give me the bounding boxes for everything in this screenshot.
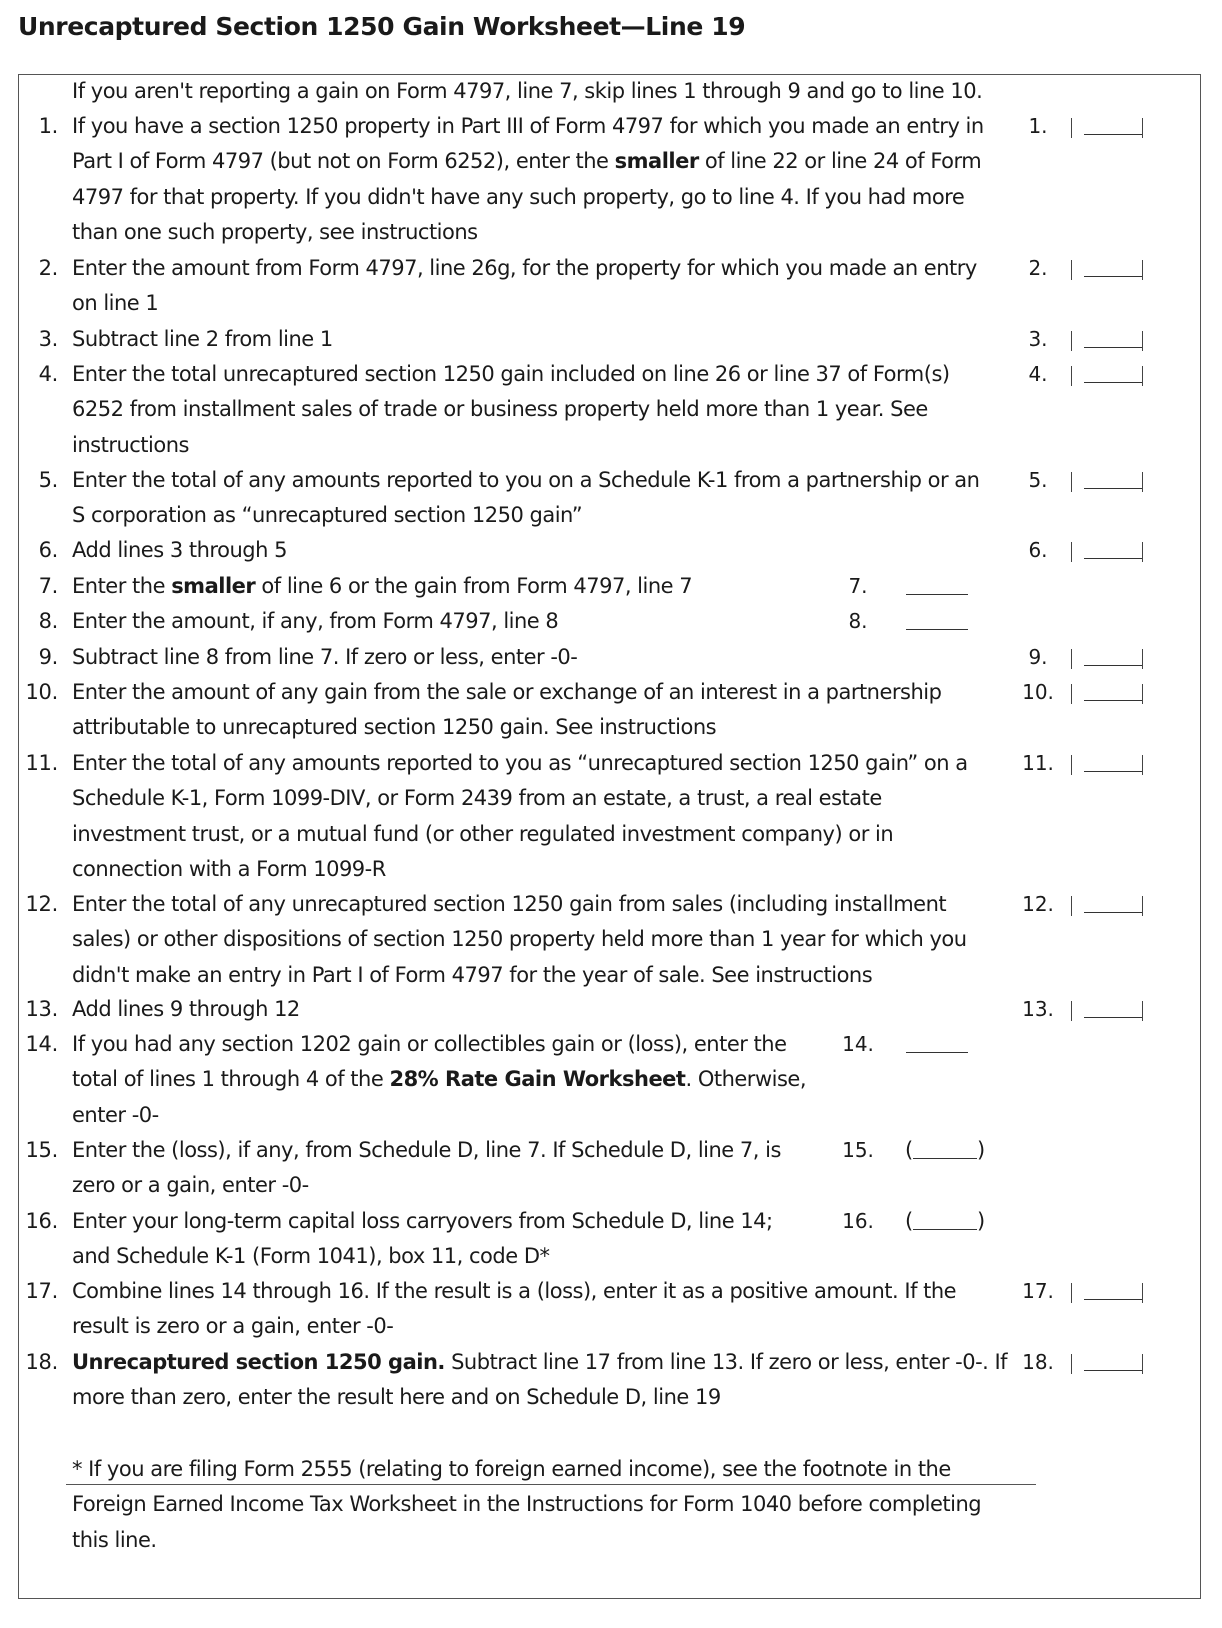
- answer-field[interactable]: [1084, 558, 1142, 559]
- answer-field[interactable]: [1084, 488, 1142, 489]
- line-ref-number: 6.: [1028, 538, 1048, 562]
- text-run: Enter your long-term capital loss carryovers from Schedule D, line 14;: [72, 1209, 773, 1233]
- line-text: [72, 886, 946, 922]
- line-text: [72, 603, 558, 639]
- text-run: investment trust, or a mutual fund (or other regulated investment company) or in: [72, 821, 894, 846]
- text-run: Schedule K-1, Form 1099-DIV, or Form 2439 from an estate, a trust, a real estate: [72, 786, 882, 811]
- text-run: If you had any section 1202 gain or collectibles gain or (loss), enter the: [72, 1032, 787, 1056]
- line-text: [72, 1061, 806, 1097]
- line-text: [72, 391, 928, 427]
- text-run: sales) or other dispositions of section 1250 property held more than 1 year for which you: [72, 927, 967, 952]
- text-run: zero or a gain, enter -0-: [72, 1173, 309, 1198]
- text-run: Enter the: [72, 574, 172, 598]
- text-run: Add lines 3 through 5: [72, 538, 287, 562]
- line-number: 6.: [38, 538, 58, 562]
- line-text: [72, 780, 882, 816]
- column-divider: [1071, 755, 1072, 775]
- column-divider: [1142, 118, 1143, 138]
- column-divider: [1142, 260, 1143, 280]
- footnote-line: * If you are filing Form 2555 (relating to foreign earned income), see the footnote in the: [72, 1457, 951, 1481]
- column-divider: [1071, 118, 1072, 138]
- line-text: [72, 1097, 159, 1133]
- line-text: [72, 568, 692, 604]
- text-run: S corporation as “unrecaptured section 1250 gain”: [72, 503, 583, 528]
- column-divider: [1071, 542, 1072, 562]
- answer-field[interactable]: [1084, 771, 1142, 772]
- line-ref-number: 5.: [1028, 468, 1048, 492]
- text-run: Enter the amount of any gain from the sale or exchange of an interest in a partnership: [72, 680, 942, 704]
- text-run: attributable to unrecaptured section 1250 gain. See instructions: [72, 715, 717, 740]
- line-number: 17.: [25, 1279, 58, 1303]
- text-run: Subtract line 17 from line 13. If zero or less, enter -0-. If: [444, 1350, 1008, 1374]
- bold-term: smaller: [614, 149, 699, 174]
- text-run: connection with a Form 1099-R: [72, 856, 386, 881]
- line-text: [72, 143, 981, 179]
- answer-field[interactable]: [1084, 665, 1142, 666]
- answer-field[interactable]: [1084, 700, 1142, 701]
- column-divider: [1071, 1283, 1072, 1303]
- line-text: [72, 816, 893, 852]
- line-number: 18.: [25, 1350, 58, 1374]
- text-run: Part I of Form 4797 (but not on Form 6252), enter the: [72, 149, 615, 174]
- line-ref-number: 12.: [1022, 892, 1054, 916]
- text-run: Subtract line 2 from line 1: [72, 327, 333, 351]
- column-divider: [1071, 366, 1072, 386]
- text-run: instructions: [72, 432, 189, 457]
- column-divider: [1071, 684, 1072, 704]
- line-text: [72, 250, 977, 286]
- line-text: [72, 1273, 956, 1309]
- line-text: [72, 532, 287, 568]
- text-run: more than zero, enter the result here and on Schedule D, line 19: [72, 1385, 721, 1410]
- answer-field[interactable]: [1084, 347, 1142, 348]
- line-text: [72, 285, 158, 321]
- answer-field[interactable]: [1084, 1017, 1142, 1018]
- line-text: [72, 1238, 550, 1274]
- line-number: 12.: [25, 892, 58, 916]
- text-run: Subtract line 8 from line 7. If zero or less, enter -0-: [72, 645, 578, 669]
- line-text: [72, 462, 979, 498]
- line-ref-number: 17.: [1022, 1279, 1054, 1303]
- column-divider: [1142, 542, 1143, 562]
- text-run: of line 22 or line 24 of Form: [698, 149, 982, 174]
- line-text: [72, 674, 941, 710]
- line-number: 11.: [25, 751, 58, 775]
- line-text: [72, 1026, 787, 1062]
- line-number: 4.: [38, 362, 58, 386]
- column-divider: [1071, 1001, 1072, 1021]
- close-paren: ): [977, 1209, 986, 1233]
- text-run: Combine lines 14 through 16. If the result is a (loss), enter it as a positive amount. If the: [72, 1279, 957, 1303]
- column-divider: [1071, 331, 1072, 351]
- line-ref-number: 7.: [848, 574, 868, 598]
- bold-term: Unrecaptured section 1250 gain.: [72, 1350, 445, 1374]
- text-run: Enter the total of any unrecaptured section 1250 gain from sales (including installment: [72, 892, 947, 916]
- line-ref-number: 10.: [1022, 680, 1054, 704]
- answer-field[interactable]: [1084, 276, 1142, 277]
- text-run: total of lines 1 through 4 of the: [72, 1067, 390, 1092]
- line-number: 1.: [38, 114, 58, 138]
- line-text: [72, 639, 577, 675]
- footnote-line: this line.: [72, 1527, 157, 1552]
- line-text: [72, 851, 386, 887]
- line-text: [72, 709, 716, 745]
- column-divider: [1142, 366, 1143, 386]
- column-divider: [1071, 260, 1072, 280]
- line-number: 8.: [38, 609, 58, 633]
- line-ref-number: 3.: [1028, 327, 1048, 351]
- line-text: [72, 1344, 1007, 1380]
- line-number: 2.: [38, 256, 58, 280]
- answer-field[interactable]: [1084, 912, 1142, 913]
- column-divider: [1142, 896, 1143, 916]
- line-number: 9.: [38, 645, 58, 669]
- text-run: If you have a section 1250 property in Part III of Form 4797 for which you made an entry in: [72, 114, 984, 138]
- line-text: [72, 957, 872, 993]
- text-run: on line 1: [72, 291, 159, 316]
- column-divider: [1142, 472, 1143, 492]
- text-run: 6252 from installment sales of trade or business property held more than 1 year. See: [72, 397, 928, 422]
- column-divider: [1142, 1001, 1143, 1021]
- line-number: 14.: [25, 1032, 58, 1056]
- open-paren: (: [905, 1209, 914, 1233]
- line-ref-number: 11.: [1022, 751, 1054, 775]
- intro-instruction: If you aren't reporting a gain on Form 4797, line 7, skip lines 1 through 9 and go to line 10.: [72, 79, 983, 103]
- column-divider: [1142, 1283, 1143, 1303]
- line-text: [72, 745, 968, 781]
- text-run: Enter the total of any amounts reported to you on a Schedule K-1 from a partnership or an: [72, 468, 980, 492]
- text-run: enter -0-: [72, 1102, 159, 1127]
- text-run: Add lines 9 through 12: [72, 997, 300, 1021]
- answer-field[interactable]: [1084, 1370, 1142, 1371]
- line-number: 13.: [25, 997, 58, 1021]
- footnote-line: Foreign Earned Income Tax Worksheet in the Instructions for Form 1040 before completing: [72, 1492, 982, 1517]
- line-number: 3.: [38, 327, 58, 351]
- text-run: Enter the (loss), if any, from Schedule D, line 7. If Schedule D, line 7, is: [72, 1138, 781, 1162]
- open-paren: (: [905, 1138, 914, 1162]
- text-run: didn't make an entry in Part I of Form 4797 for the year of sale. See instructions: [72, 962, 873, 987]
- text-run: Enter the amount from Form 4797, line 26g, for the property for which you made an entry: [72, 256, 977, 280]
- line-number: 16.: [25, 1209, 58, 1233]
- answer-field[interactable]: [906, 1052, 968, 1053]
- line-ref-number: 9.: [1028, 645, 1048, 669]
- line-text: [72, 1203, 773, 1239]
- line-text: [72, 497, 582, 533]
- text-run: of line 6 or the gain from Form 4797, line 7: [255, 574, 693, 598]
- column-divider: [1142, 755, 1143, 775]
- line-ref-number: 1.: [1028, 114, 1048, 138]
- text-run: Enter the amount, if any, from Form 4797, line 8: [72, 609, 559, 633]
- column-divider: [1071, 472, 1072, 492]
- column-divider: [1142, 331, 1143, 351]
- line-ref-number: 14.: [842, 1032, 874, 1056]
- line-text: [72, 1132, 781, 1168]
- line-ref-number: 16.: [842, 1209, 874, 1233]
- line-ref-number: 15.: [842, 1138, 874, 1162]
- text-run: result is zero or a gain, enter -0-: [72, 1314, 394, 1339]
- line-text: [72, 356, 950, 392]
- text-run: and Schedule K-1 (Form 1041), box 11, code D*: [72, 1244, 550, 1269]
- bold-term: smaller: [171, 574, 256, 598]
- answer-field[interactable]: [906, 629, 968, 630]
- line-text: [72, 214, 478, 250]
- column-divider: [1142, 684, 1143, 704]
- line-ref-number: 18.: [1022, 1350, 1054, 1374]
- line-text: [72, 427, 189, 463]
- line-ref-number: 4.: [1028, 362, 1048, 386]
- line-text: [72, 1379, 721, 1415]
- answer-field[interactable]: [1084, 382, 1142, 383]
- text-run: Enter the total unrecaptured section 1250 gain included on line 26 or line 37 of Form(s): [72, 362, 950, 386]
- line-text: [72, 991, 300, 1027]
- line-text: [72, 921, 967, 957]
- line-text: [72, 179, 964, 215]
- line-number: 7.: [38, 574, 58, 598]
- line-number: 5.: [38, 468, 58, 492]
- text-run: than one such property, see instructions: [72, 219, 478, 244]
- text-run: . Otherwise,: [685, 1067, 806, 1092]
- bold-term: 28% Rate Gain Worksheet: [389, 1067, 686, 1092]
- column-divider: [1071, 896, 1072, 916]
- column-divider: [1142, 1354, 1143, 1374]
- text-run: 4797 for that property. If you didn't have any such property, go to line 4. If you had more: [72, 184, 965, 209]
- worksheet-title: Unrecaptured Section 1250 Gain Worksheet—Line 19: [18, 12, 746, 41]
- column-divider: [1071, 649, 1072, 669]
- line-text: [72, 108, 984, 144]
- column-divider: [1071, 1354, 1072, 1374]
- line-ref-number: 2.: [1028, 256, 1048, 280]
- line-text: [72, 321, 333, 357]
- line-number: 10.: [25, 680, 58, 704]
- answer-field[interactable]: [913, 1229, 977, 1230]
- answer-field[interactable]: [1084, 134, 1142, 135]
- text-run: Enter the total of any amounts reported to you as “unrecaptured section 1250 gain” on a: [72, 751, 968, 775]
- answer-field[interactable]: [906, 594, 968, 595]
- answer-field[interactable]: [1084, 1299, 1142, 1300]
- line-text: [72, 1167, 309, 1203]
- close-paren: ): [977, 1138, 986, 1162]
- column-divider: [1142, 649, 1143, 669]
- line-number: 15.: [25, 1138, 58, 1162]
- line-text: [72, 1308, 393, 1344]
- answer-field[interactable]: [913, 1158, 977, 1159]
- line-ref-number: 8.: [848, 609, 868, 633]
- line-ref-number: 13.: [1022, 997, 1054, 1021]
